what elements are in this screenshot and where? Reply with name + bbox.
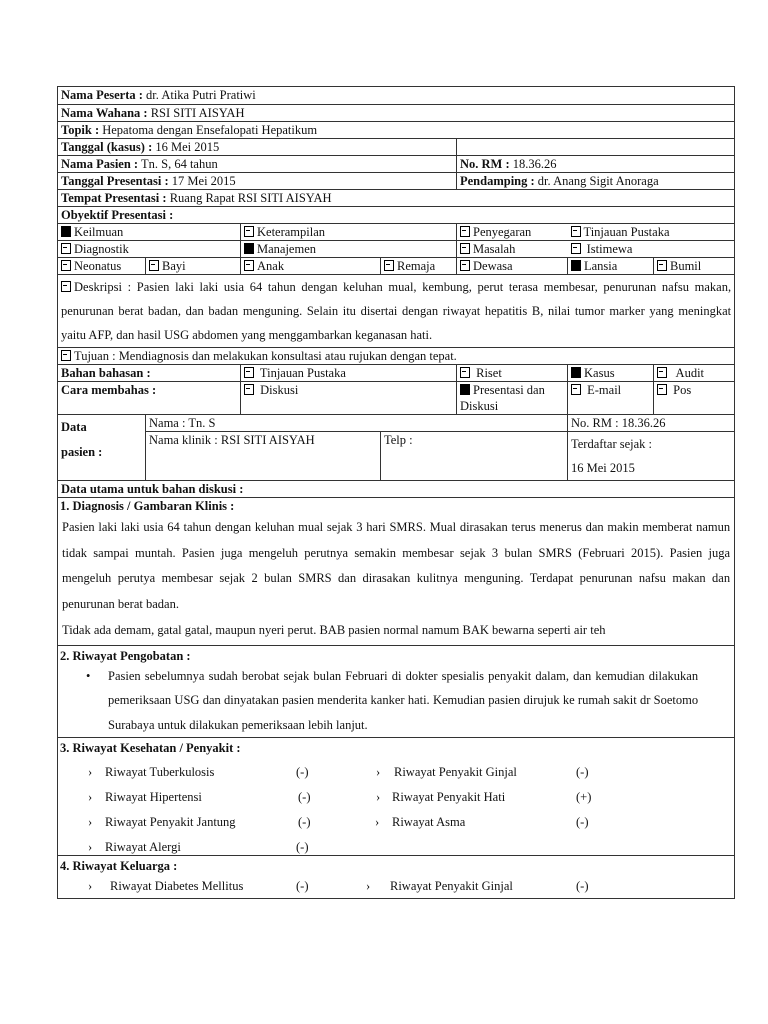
nama-wahana-value: RSI SITI AISYAH <box>150 106 245 120</box>
row-kesehatan <box>58 738 735 856</box>
marker: › <box>88 815 93 829</box>
keterampilan-checkbox[interactable] <box>244 226 254 237</box>
kesehatan-row <box>60 760 732 785</box>
bayi-checkbox[interactable] <box>149 260 159 271</box>
row-tanggal-kasus <box>58 139 735 156</box>
history-item-value: (-) <box>298 790 311 804</box>
pendamping-label: Pendamping : <box>460 174 535 188</box>
keterampilan-label: Keterampilan <box>257 225 326 239</box>
lansia-checkbox[interactable] <box>571 260 581 271</box>
kesehatan-list <box>60 760 732 855</box>
pengobatan-bullet-item <box>60 664 732 738</box>
row-data-pasien-1 <box>58 415 735 432</box>
marker: › <box>88 840 93 854</box>
audit-label: Audit <box>670 366 705 380</box>
row-tanggal-presentasi <box>58 173 735 190</box>
pasien-label: pasien : <box>61 445 103 459</box>
presentasi-diskusi-checkbox[interactable] <box>460 384 470 395</box>
tinjauan-pustaka-checkbox[interactable] <box>571 226 581 237</box>
kasus-label: Kasus <box>584 366 615 380</box>
deskripsi-checkbox[interactable] <box>61 281 71 292</box>
row-nama-pasien <box>58 156 735 173</box>
row-tujuan <box>58 348 735 365</box>
obyektif-label: Obyektif Presentasi : <box>58 207 735 224</box>
nama-wahana-label: Nama Wahana : <box>61 106 148 120</box>
nama-pasien-label: Nama Pasien : <box>61 157 139 171</box>
marker: › <box>88 879 93 893</box>
nama-peserta-label: Nama Peserta : <box>61 88 143 102</box>
manajemen-checkbox[interactable] <box>244 243 254 254</box>
dewasa-checkbox[interactable] <box>460 260 470 271</box>
remaja-checkbox[interactable] <box>384 260 394 271</box>
bayi-label: Bayi <box>162 259 186 273</box>
tinjauan-pustaka-label: Tinjauan Pustaka <box>583 225 670 239</box>
diagnosis-title: 1. Diagnosis / Gambaran Klinis : <box>60 499 235 513</box>
marker: › <box>88 765 93 779</box>
marker: › <box>366 879 371 893</box>
form-page <box>57 86 734 899</box>
tanggal-presentasi-value: 17 Mei 2015 <box>171 174 236 188</box>
nama-peserta-value: dr. Atika Putri Pratiwi <box>146 88 256 102</box>
penyegaran-checkbox[interactable] <box>460 226 470 237</box>
data-pasien-label <box>58 415 146 481</box>
tempat-label: Tempat Presentasi : <box>61 191 167 205</box>
tujuan-checkbox[interactable] <box>61 350 71 361</box>
bahan-tinjauan-pustaka-checkbox[interactable] <box>244 367 254 378</box>
email-label: E-mail <box>584 383 622 397</box>
audit-checkbox[interactable] <box>657 367 667 378</box>
neonatus-label: Neonatus <box>74 259 122 273</box>
bahan-bahasan-label: Bahan bahasan : <box>58 365 241 382</box>
pos-cell <box>654 382 735 415</box>
history-item-value: (-) <box>576 765 589 779</box>
diagnostik-checkbox[interactable] <box>61 243 71 254</box>
dewasa-label: Dewasa <box>473 259 513 273</box>
row-obyektif-1 <box>58 224 735 241</box>
row-keluarga <box>58 856 735 899</box>
bahan-riset-label: Riset <box>476 366 502 380</box>
history-item-label: Riwayat Alergi <box>105 840 181 854</box>
email-checkbox[interactable] <box>571 384 581 395</box>
data-label: Data <box>61 420 87 434</box>
terdaftar-label: Terdaftar sejak : <box>571 437 653 451</box>
history-item-label: Riwayat Hipertensi <box>105 790 202 804</box>
pos-checkbox[interactable] <box>657 384 667 395</box>
manajemen-label: Manajemen <box>257 242 317 256</box>
lansia-label: Lansia <box>584 259 618 273</box>
data-pasien-terdaftar-cell <box>568 432 735 481</box>
kesehatan-title: 3. Riwayat Kesehatan / Penyakit : <box>60 741 241 755</box>
audit-cell <box>654 365 735 382</box>
row-diagnosis <box>58 498 735 646</box>
history-item-value: (-) <box>298 815 311 829</box>
diskusi-checkbox[interactable] <box>244 384 254 395</box>
bahan-riset-checkbox[interactable] <box>460 367 470 378</box>
row-data-pasien-2 <box>58 432 735 481</box>
bumil-checkbox[interactable] <box>657 260 667 271</box>
history-item-value: (-) <box>576 879 589 893</box>
tujuan-text: Tujuan : Mendiagnosis dan melakukan konsultasi atau rujukan dengan tepat. <box>74 349 457 363</box>
keluarga-title: 4. Riwayat Keluarga : <box>60 859 178 873</box>
pendamping-value: dr. Anang Sigit Anoraga <box>537 174 659 188</box>
masalah-checkbox[interactable] <box>460 243 470 254</box>
penyegaran-label: Penyegaran <box>473 225 532 239</box>
kasus-checkbox[interactable] <box>571 367 581 378</box>
kesehatan-row <box>60 835 732 855</box>
history-item-value: (-) <box>576 815 589 829</box>
row-data-utama <box>58 481 735 498</box>
cara-membahas-label: Cara membahas : <box>58 382 241 415</box>
row-deskripsi <box>58 275 735 348</box>
terdaftar-value: 16 Mei 2015 <box>571 461 635 475</box>
row-obyektif-label <box>58 207 735 224</box>
topik-value: Hepatoma dengan Ensefalopati Hepatikum <box>102 123 318 137</box>
bahan-tinjauan-pustaka-label: Tinjauan Pustaka <box>259 366 346 380</box>
row-obyektif-2 <box>58 241 735 258</box>
tanggal-kasus-label: Tanggal (kasus) : <box>61 140 153 154</box>
neonatus-checkbox[interactable] <box>61 260 71 271</box>
data-utama-label: Data utama untuk bahan diskusi : <box>58 481 735 498</box>
history-item-label: Riwayat Penyakit Ginjal <box>390 879 513 893</box>
data-pasien-no-rm: No. RM : 18.36.26 <box>568 415 735 432</box>
tanggal-presentasi-label: Tanggal Presentasi : <box>61 174 169 188</box>
pos-label: Pos <box>670 383 692 397</box>
data-pasien-nama: Nama : Tn. S <box>146 415 568 432</box>
remaja-label: Remaja <box>397 259 436 273</box>
kesehatan-row <box>60 785 732 810</box>
history-item-label: Riwayat Diabetes Mellitus <box>110 879 244 893</box>
history-item-label: Riwayat Asma <box>392 815 466 829</box>
keilmuan-label: Keilmuan <box>74 225 124 239</box>
diskusi-label: Diskusi <box>260 383 299 397</box>
history-item-value: (-) <box>296 840 309 854</box>
row-pengobatan <box>58 645 735 738</box>
history-item-label: Riwayat Penyakit Ginjal <box>394 765 517 779</box>
history-item-value: (+) <box>576 790 592 804</box>
istimewa-checkbox[interactable] <box>571 243 581 254</box>
history-item-value: (-) <box>296 879 309 893</box>
deskripsi-text: Deskripsi : Pasien laki laki usia 64 tahun dengan keluhan mual, kembung, perut terasa membesar, penurunan nafsu makan, penurunan berat badan, dan badan menguning. Selain itu disertai dengan riwayat hepatitis B, nilai tumor marker yang meningkat yaitu AFP, dan hasil USG abdomen yang menggambarkan keganasan hati. <box>61 280 732 342</box>
row-nama-peserta <box>58 87 735 105</box>
pengobatan-title: 2. Riwayat Pengobatan : <box>60 648 191 663</box>
keilmuan-checkbox[interactable] <box>61 226 71 237</box>
row-tempat <box>58 190 735 207</box>
diagnosis-paragraph-1: Pasien laki laki usia 64 tahun dengan keluhan mual sejak 3 hari SMRS. Mual dirasakan terus menerus dan makin memberat namun tidak sampai muntah. Pasien juga mengeluh perutnya semakin membesar sejak 3 bulan SMRS (Februari 2015). Pasien juga mengeluh perutya membesar sejak 2 bulan SMRS dan dirasakan kulitnya menguning. Terdapat penurunan nafsu makan dan penurunan berat badan. <box>62 520 731 611</box>
diagnosis-paragraph-2: Tidak ada demam, gatal gatal, maupun nyeri perut. BAB pasien normal namum BAK bewarna seperti air teh <box>62 623 606 637</box>
row-topik <box>58 122 735 139</box>
tanggal-kasus-value: 16 Mei 2015 <box>155 140 220 154</box>
tempat-value: Ruang Rapat RSI SITI AISYAH <box>169 191 332 205</box>
bumil-label: Bumil <box>670 259 702 273</box>
history-item-value: (-) <box>296 765 309 779</box>
presentasi-diskusi-label: Presentasi dan Diskusi <box>460 383 545 413</box>
row-cara-membahas <box>58 382 735 415</box>
kesehatan-row <box>60 810 732 835</box>
istimewa-label: Istimewa <box>586 242 633 256</box>
marker: › <box>88 790 93 804</box>
anak-checkbox[interactable] <box>244 260 254 271</box>
no-rm-label: No. RM : <box>460 157 510 171</box>
masalah-label: Masalah <box>473 242 516 256</box>
anak-label: Anak <box>257 259 285 273</box>
keluarga-row <box>60 876 732 898</box>
row-obyektif-3 <box>58 258 735 275</box>
marker: › <box>376 765 381 779</box>
diagnostik-label: Diagnostik <box>74 242 129 256</box>
data-pasien-telp: Telp : <box>381 432 568 481</box>
no-rm-value: 18.36.26 <box>512 157 557 171</box>
bullet-marker: • <box>86 668 91 683</box>
row-bahan-bahasan <box>58 365 735 382</box>
data-pasien-nama-klinik: Nama klinik : RSI SITI AISYAH <box>146 432 381 481</box>
pengobatan-text: Pasien sebelumnya sudah berobat sejak bulan Februari di dokter spesialis penyakit dalam, dan kemudian dilakukan pemeriksaan USG dan dinyatakan pasien menderita kanker hati. Kemudian pasien dirujuk ke rumah sakit dr Soetomo Surabaya untuk dilakukan pemeriksaan lebih lanjut. <box>108 668 699 732</box>
marker: › <box>376 790 381 804</box>
marker: › <box>375 815 380 829</box>
topik-label: Topik : <box>61 123 100 137</box>
presentation-form-table <box>57 86 735 899</box>
history-item-label: Riwayat Penyakit Hati <box>392 790 506 804</box>
history-item-label: Riwayat Penyakit Jantung <box>105 815 236 829</box>
nama-pasien-value: Tn. S, 64 tahun <box>140 157 218 171</box>
row-nama-wahana <box>58 105 735 122</box>
history-item-label: Riwayat Tuberkulosis <box>105 765 215 779</box>
